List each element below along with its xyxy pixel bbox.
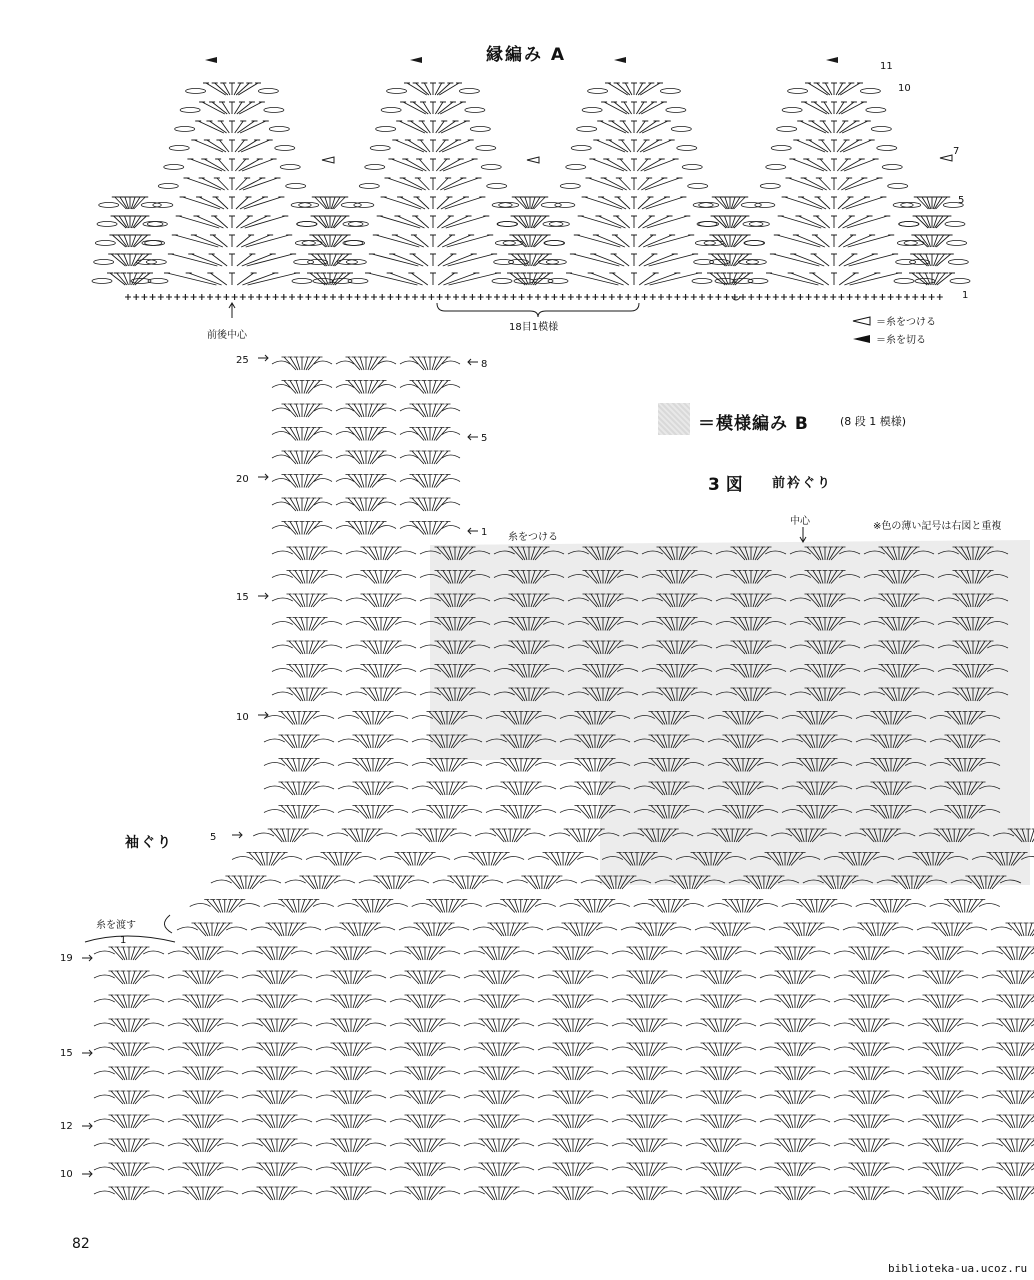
row-label-8-right: 8	[481, 359, 488, 370]
edging-row-label-10: 10	[898, 83, 911, 94]
attach-yarn-label: 糸をつける	[508, 532, 558, 543]
edging-row-label-5: 5	[958, 195, 965, 206]
pattern-b-swatch	[658, 403, 690, 435]
row-label-20: 20	[236, 474, 249, 485]
pattern-b-label: ＝模様編み B	[698, 414, 809, 434]
legend-attach-text: ＝糸をつける	[876, 317, 936, 328]
front-back-center-label: 前後中心	[207, 330, 247, 341]
hollow-triangle-icon	[852, 316, 872, 326]
legend-cut-text: ＝糸を切る	[876, 335, 926, 346]
row-label-12: 12	[60, 1121, 73, 1132]
armhole-label: 袖ぐり	[125, 835, 173, 851]
center-label: 中心	[790, 516, 810, 527]
watermark: biblioteka-ua.ucoz.ru	[888, 1262, 1028, 1275]
page-number: 82	[72, 1236, 90, 1252]
overlap-note: ※色の薄い記号は右図と重複	[873, 521, 1002, 532]
pattern-b-sub: (8 段 1 模様)	[840, 415, 907, 428]
row-label-19: 19	[60, 953, 73, 964]
row-label-25: 25	[236, 355, 249, 366]
row-label-1-left: 1	[120, 935, 127, 946]
figure-number: 3 図	[708, 475, 743, 495]
row-label-1-right: 1	[481, 527, 488, 538]
row-label-15-lower: 15	[60, 1048, 73, 1059]
edging-row-label-7: 7	[953, 146, 960, 157]
figure-title: 前衿ぐり	[772, 476, 833, 491]
repeat-label: 18目1模様	[509, 322, 559, 333]
edging-a-title: 縁編み A	[486, 45, 567, 65]
edging-row-label-1: 1	[962, 290, 969, 301]
filled-triangle-icon	[852, 334, 872, 344]
row-label-10: 10	[236, 712, 249, 723]
row-label-15: 15	[236, 592, 249, 603]
carry-yarn-label: 糸を渡す	[96, 920, 136, 931]
row-label-5-left: 5	[210, 832, 217, 843]
row-label-10-lower: 10	[60, 1169, 73, 1180]
row-label-5-right: 5	[481, 433, 488, 444]
legend-cut-yarn	[852, 331, 926, 346]
legend-attach-yarn	[852, 313, 936, 328]
edging-row-label-11: 11	[880, 61, 893, 72]
